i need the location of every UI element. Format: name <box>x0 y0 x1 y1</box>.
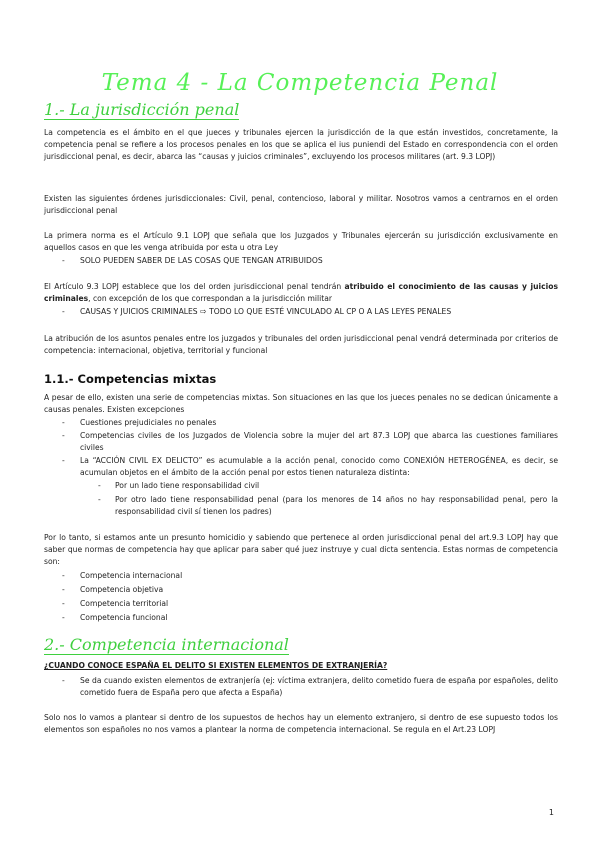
s11-subbullet-2: - Por otro lado tiene responsabilidad penal (para los menores de 14 años no hay responsabilidad penal, pero la responsabilidad civil sí tienen los padres) <box>115 494 558 518</box>
s11-norm-2: - Competencia objetiva <box>80 584 558 596</box>
s1-paragraph-4: El Artículo 9.3 LOPJ establece que los del orden jurisdiccional penal tendrán atribuido el conocimiento de las causas y juicios criminales, con excepción de los que correspondan a la jurisdicción militar <box>44 282 558 303</box>
s1-paragraph-5: La atribución de los asuntos penales entre los juzgados y tribunales del orden jurisdiccional penal vendrá determinada por criterios de competencia: internacional, objetiva, territorial y funcional <box>44 334 558 355</box>
s11-norm-3: - Competencia territorial <box>80 598 558 610</box>
s11-bullet-3: - La “ACCIÓN CIVIL EX DELICTO” es acumulable a la acción penal, conocido como CONEXIÓN HETEROGÉNEA, es decir, se acumulan objetos en el ámbito de la acción penal por estos tienen naturaleza distinta: <box>80 455 558 479</box>
section-1-heading: 1.- La jurisdicción penal <box>44 100 240 119</box>
s11-subbullet-1: - Por un lado tiene responsabilidad civil <box>115 480 558 492</box>
section-2-heading: 2.- Competencia internacional <box>44 635 289 654</box>
s1-paragraph-2: Existen las siguientes órdenes jurisdiccionales: Civil, penal, contencioso, laboral y militar. Nosotros vamos a centrarnos en el orden jurisdiccional penal <box>44 194 558 215</box>
s2-question: ¿CUANDO CONOCE ESPAÑA EL DELITO SI EXISTEN ELEMENTOS DE EXTRANJERÍA? <box>44 661 388 670</box>
s1-paragraph-3: La primera norma es el Artículo 9.1 LOPJ que señala que los Juzgados y Tribunales ejercerán su jurisdicción exclusivamente en aquellos casos en que les venga atribuida por esta u otra Ley <box>44 231 558 252</box>
s2-bullet-1: - Se da cuando existen elementos de extranjería (ej: víctima extranjera, delito cometido fuera de españa por españoles, delito cometido fuera de España pero que afecta a España) <box>80 675 558 699</box>
s11-bullet-1: - Cuestiones prejudiciales no penales <box>80 417 558 429</box>
arrow-right-icon: ⇨ <box>200 307 207 316</box>
s11-paragraph-1: A pesar de ello, existen una serie de competencias mixtas. Son situaciones en las que los jueces penales no se dedican únicamente a causas penales. Existen excepciones <box>44 393 558 414</box>
s11-norm-1: - Competencia internacional <box>80 570 558 582</box>
s2-paragraph-1: Solo nos lo vamos a plantear si dentro de los supuestos de hechos hay un elemento extranjero, si dentro de ese supuesto todos los elementos son españoles no nos vamos a plantear la norma de competencia internacional. Se regula en el Art.23 LOPJ <box>44 713 558 734</box>
s11-bullet-2: - Competencias civiles de los Juzgados de Violencia sobre la mujer del art 87.3 LOPJ que abarca las cuestiones familiares civiles <box>80 430 558 454</box>
s11-paragraph-2: Por lo tanto, si estamos ante un presunto homicidio y sabiendo que pertenece al orden jurisdiccional penal del art.9.3 LOPJ hay que saber que normas de competencia hay que aplicar para saber qué juez instruye y cual dicta sentencia. Estas normas de competencia son: <box>44 533 558 566</box>
page-title: Tema 4 - La Competencia Penal <box>101 70 499 96</box>
s1-bullet-2: - CAUSAS Y JUICIOS CRIMINALES ⇨ TODO LO QUE ESTÉ VINCULADO AL CP O A LAS LEYES PENALES <box>80 306 558 318</box>
s1-paragraph-1: La competencia es el ámbito en el que jueces y tribunales ejercen la jurisdicción de la que están investidos, concretamente, la competencia penal se refiere a los procesos penales en los que se aplica el ius puniendi del Estado en correspondencia con el orden jurisdiccional penal, es decir, abarca las “causas y juicios criminales”, excluyendo los procesos militares (art. 9.3 LOPJ) <box>44 128 558 161</box>
s11-norm-4: - Competencia funcional <box>80 612 558 624</box>
page-number: 1 <box>548 808 554 817</box>
section-1-1-heading: 1.1.- Competencias mixtas <box>44 372 217 386</box>
s1-bullet-1: - SOLO PUEDEN SABER DE LAS COSAS QUE TENGAN ATRIBUIDOS <box>80 255 558 267</box>
